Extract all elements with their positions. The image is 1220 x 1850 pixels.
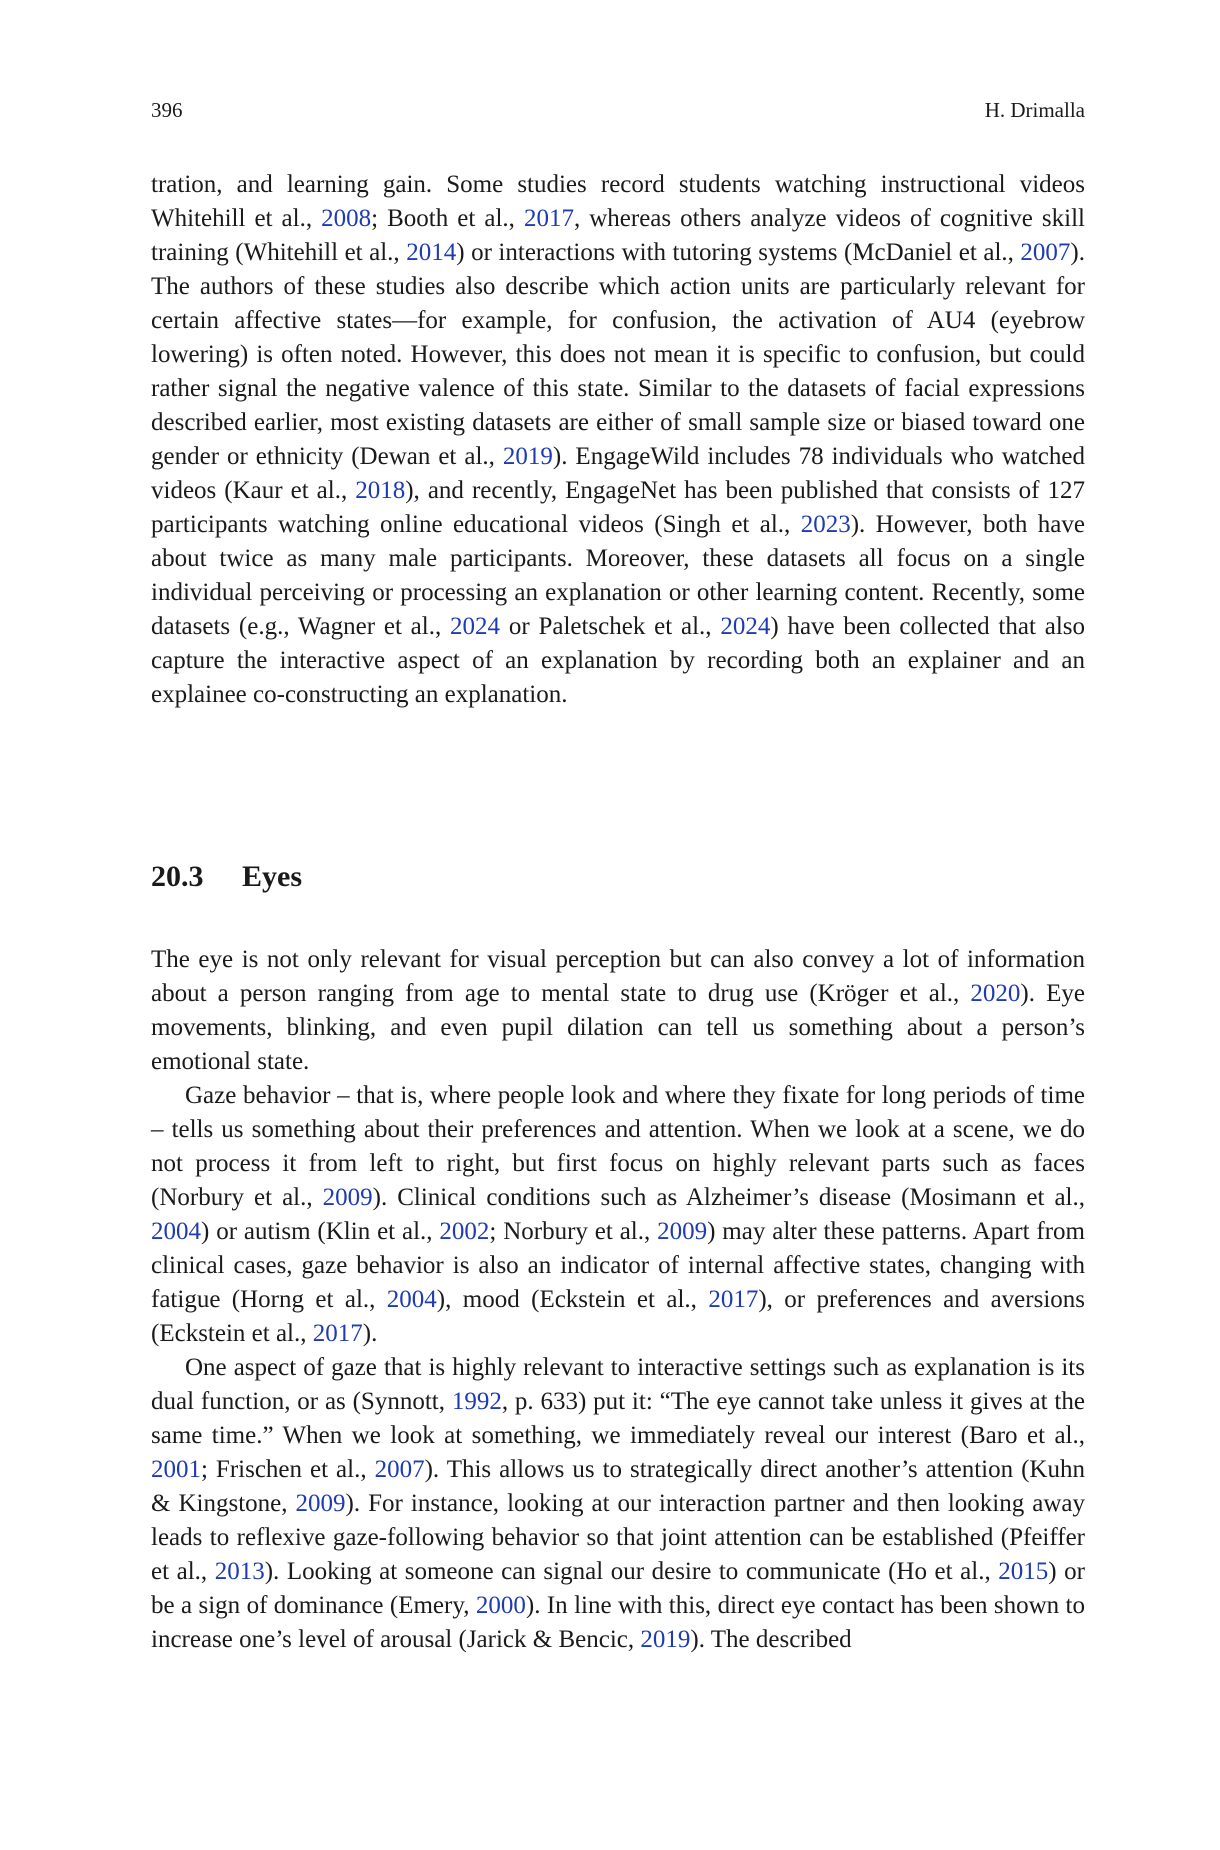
citation-link[interactable]: 2019	[640, 1626, 691, 1653]
citation-link[interactable]: 2009	[295, 1490, 346, 1517]
body-paragraph: Gaze behavior – that is, where people look and where they fixate for long periods of time – tells us something about their preferences and attention. When we look at a scene, we do not process it from left to right, but first focus on highly relevant parts such as faces (Norbury et al., 2009). Clinical conditions such as Alzheimer’s disease (Mosimann et al., 2004) or autism (Klin et al., 2002; Norbury et al., 2009) may alter these patterns. Apart from clinical cases, gaze behavior is also an indicator of internal affective states, changing with fatigue (Horng et al., 2004), mood (Eckstein et al., 2017), or preferences and aversions (Eckstein et al., 2017).	[151, 1082, 1086, 1347]
page-number: 396	[151, 98, 183, 122]
citation-link[interactable]: 2007	[374, 1456, 425, 1483]
running-head-author: H. Drimalla	[984, 98, 1085, 122]
running-head	[151, 98, 1085, 128]
body-paragraph: tration, and learning gain. Some studies record students watching instructional videos Whitehill et al., 2008; Booth et al., 2017, whereas others analyze videos of cognitive skill training (Whitehill et al., 2014) or interactions with tutoring systems (McDaniel et al., 2007). The authors of these studies also describe which action units are particularly relevant for certain affective states—for example, for confusion, the activation of AU4 (eyebrow lowering) is often noted. However, this does not mean it is specific to confusion, but could rather signal the negative valence of this state. Similar to the datasets of facial expressions described earlier, most existing datasets are either of small sample size or biased toward one gender or ethnicity (Dewan et al., 2019). EngageWild includes 78 individuals who watched videos (Kaur et al., 2018), and recently, EngageNet has been published that consists of 127 participants watching online educational videos (Singh et al., 2023). However, both have about twice as many male participants. Moreover, these datasets all focus on a single individual perceiving or processing an explanation or other learning content. Recently, some datasets (e.g., Wagner et al., 2024 or Paletschek et al., 2024) have been collected that also capture the interactive aspect of an explanation by recording both an explainer and an explainee co-constructing an explanation.	[151, 171, 1086, 708]
citation-link[interactable]: 2018	[355, 477, 406, 504]
citation-link[interactable]: 2000	[475, 1592, 526, 1619]
body-paragraph: The eye is not only relevant for visual perception but can also convey a lot of information about a person ranging from age to mental state to drug use (Kröger et al., 2020). Eye movements, blinking, and even pupil dilation can tell us something about a person’s emotional state.	[151, 946, 1085, 1075]
citation-link[interactable]: 2024	[450, 613, 501, 640]
citation-link[interactable]: 2002	[439, 1218, 490, 1245]
citation-link[interactable]: 2017	[312, 1320, 363, 1347]
citation-link[interactable]: 2013	[214, 1558, 265, 1585]
citation-link[interactable]: 2004	[386, 1286, 437, 1313]
section-body	[151, 943, 1085, 1657]
citation-link[interactable]: 2009	[322, 1184, 373, 1211]
body-paragraph: One aspect of gaze that is highly relevant to interactive settings such as explanation is its dual function, or as (Synnott, 1992, p. 633) put it: “The eye cannot take unless it gives at the same time.” When we look at something, we immediately reveal our interest (Baro et al., 2001; Frischen et al., 2007). This allows us to strategically direct another’s attention (Kuhn & Kingstone, 2009). For instance, looking at our interaction partner and then looking away leads to reflexive gaze-following behavior so that joint attention can be established (Pfeiffer et al., 2013). Looking at someone can signal our desire to communicate (Ho et al., 2015) or be a sign of dominance (Emery, 2000). In line with this, direct eye contact has been shown to increase one’s level of arousal (Jarick & Bencic, 2019). The described	[151, 1354, 1086, 1653]
citation-link[interactable]: 2017	[523, 205, 574, 232]
section-heading	[151, 860, 302, 894]
citation-link[interactable]: 1992	[451, 1388, 502, 1415]
section-title: Eyes	[242, 860, 302, 893]
citation-link[interactable]: 2017	[708, 1286, 759, 1313]
citation-link[interactable]: 2001	[151, 1456, 201, 1483]
citation-link[interactable]: 2024	[720, 613, 771, 640]
section-number: 20.3	[151, 860, 204, 893]
citation-link[interactable]: 2009	[657, 1218, 708, 1245]
citation-link[interactable]: 2020	[970, 980, 1021, 1007]
citation-link[interactable]: 2019	[502, 443, 553, 470]
citation-link[interactable]: 2007	[1020, 239, 1071, 266]
citation-link[interactable]: 2023	[800, 511, 851, 538]
citation-link[interactable]: 2004	[151, 1218, 201, 1245]
citation-link[interactable]: 2015	[998, 1558, 1049, 1585]
citation-link[interactable]: 2008	[321, 205, 372, 232]
citation-link[interactable]: 2014	[406, 239, 457, 266]
